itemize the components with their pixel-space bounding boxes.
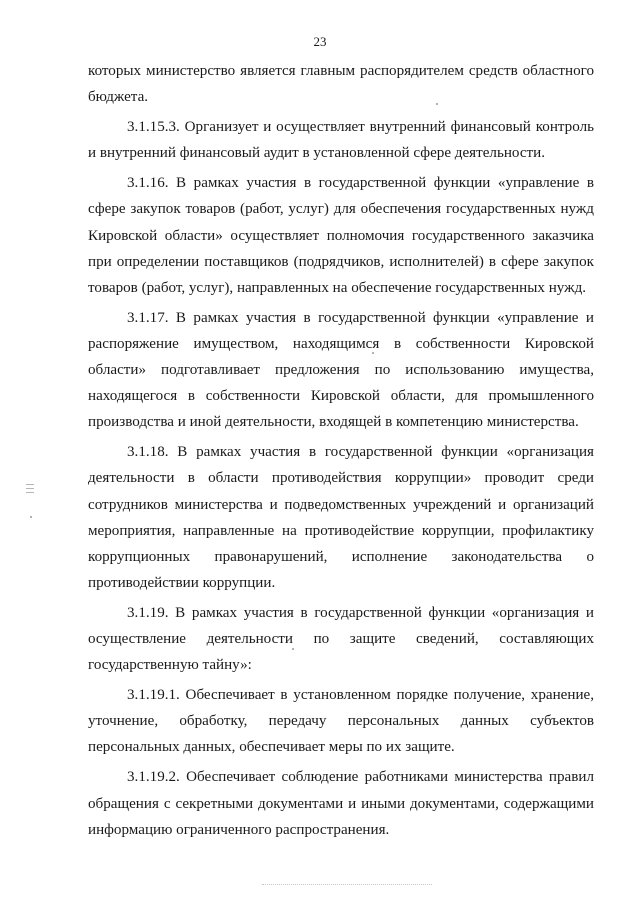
paragraph-3-1-19-2: 3.1.19.2. Обеспечивает соблюдение работниками министерства правил обращения с секретными документами и иными документами, содержащими информацию ограниченного распространения. xyxy=(88,769,594,838)
scan-noise-line xyxy=(262,884,432,887)
scan-speck xyxy=(30,516,32,518)
paragraph-3-1-18: 3.1.18. В рамках участия в государственной функции «организация деятельности в области противодействия коррупции» проводит среди сотрудников министерства и подведомственных учреждений и организаций мероприятия, направленные на противодействие коррупции, профилактику коррупционных правонарушений, исполнение законодательства о противодействии коррупции. xyxy=(88,444,594,591)
page-number: 23 xyxy=(313,34,327,49)
paragraph-3-1-19: 3.1.19. В рамках участия в государственной функции «организация и осуществление деятельности по защите сведений, составляющих государственную тайну»: xyxy=(88,604,594,674)
scan-speck xyxy=(292,648,294,650)
document-body xyxy=(88,58,594,843)
paragraph-3-1-19-1: 3.1.19.1. Обеспечивает в установленном порядке получение, хранение, уточнение, обработку, передачу персональных данных субъектов персональных данных, обеспечивает меры по их защите. xyxy=(88,687,594,756)
paragraph-3-1-17: 3.1.17. В рамках участия в государственной функции «управление и распоряжение имуществом, находящимся в собственности Кировской области» подготавливает предложения по использованию имущества, находящегося в собственности Кировской области, для промышленного производства и иной деятельности, входящей в компетенцию министерства. xyxy=(88,309,594,431)
paragraph-3-1-15-3: 3.1.15.3. Организует и осуществляет внутренний финансовый контроль и внутренний финансовый аудит в установленной сфере деятельности. xyxy=(88,119,594,162)
scan-speck xyxy=(436,103,438,105)
paragraph-3-1-16: 3.1.16. В рамках участия в государственной функции «управление в сфере закупок товаров (работ, услуг) для обеспечения государственных нужд Кировской области» осуществляет полномочия государственного заказчика при определении поставщиков (подрядчиков, исполнителей) в сфере закупок товаров (работ, услуг), направленных на обеспечение государственных нужд. xyxy=(88,175,594,296)
scan-speck xyxy=(372,352,374,354)
scan-margin-mark xyxy=(26,484,34,498)
paragraph-continuation: которых министерство является главным распорядителем средств областного бюджета. xyxy=(88,63,594,106)
